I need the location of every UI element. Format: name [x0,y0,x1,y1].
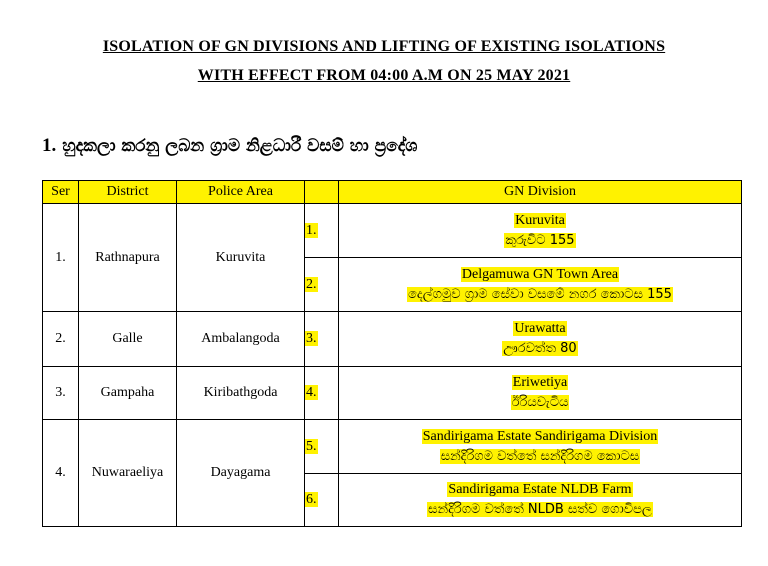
index-cell [305,367,339,420]
gn-name-en: Urawatta [514,321,566,336]
section-heading-text: හුදකලා කරනු ලබන ග්‍රාම නිළධාරී වසම් හා ප්‍රදේශ [62,136,418,156]
header-index [305,181,339,204]
index-cell [305,258,339,312]
gn-division-table [42,180,742,527]
header-district: District [79,181,177,204]
index-cell [305,420,339,474]
table-row [43,420,742,474]
gn-name-si: සන්දිරිගම වත්තේ සන්දිරිගම කොටස [440,448,640,464]
index-number: 3. [306,331,317,346]
gn-division-cell [339,474,742,527]
table-row [43,367,742,420]
section-number: 1. [42,135,57,156]
document-title-line2: WITH EFFECT FROM 04:00 A.M ON 25 MAY 2021 [197,67,571,84]
gn-division-cell [339,204,742,258]
index-number: 5. [306,438,317,454]
index-number: 1. [306,222,317,238]
index-cell [305,474,339,527]
gn-name-si: කුරුවිට 155 [505,232,575,248]
header-police-area: Police Area [177,181,305,204]
index-cell [305,204,339,258]
gn-name-en: Sandirigama Estate Sandirigama Division [422,428,658,444]
index-number: 4. [306,385,317,400]
district-cell: Nuwaraeliya [79,420,177,527]
index-number: 2. [306,276,317,292]
gn-name-en: Kuruvita [515,212,565,228]
gn-name-en: Delgamuwa GN Town Area [461,266,619,282]
header-gn-division: GN Division [339,181,742,204]
ser-cell: 3. [43,367,79,420]
table-header-row [43,181,742,204]
section-heading [42,135,417,157]
table-row [43,312,742,367]
gn-name-en: Eriwetiya [512,375,568,390]
gn-name-si: සන්දිරිගම වත්තේ NLDB සත්ව ගොවිපල [428,502,652,517]
ser-cell: 4. [43,420,79,527]
gn-division-cell [339,258,742,312]
gn-division-cell [339,367,742,420]
table-row [43,204,742,258]
gn-name-si: දෙල්ගමුව ග්‍රාම සේවා වසමේ නගර කොටස 155 [408,286,672,302]
police-area-cell: Dayagama [177,420,305,527]
gn-division-cell [339,420,742,474]
index-cell [305,312,339,367]
police-area-cell: Ambalangoda [177,312,305,367]
gn-name-si: ඌරවත්ත 80 [503,341,577,356]
ser-cell: 2. [43,312,79,367]
district-cell: Rathnapura [79,204,177,312]
ser-cell: 1. [43,204,79,312]
index-number: 6. [306,492,317,507]
document-title-line1: ISOLATION OF GN DIVISIONS AND LIFTING OF EXISTING ISOLATIONS [102,38,666,55]
police-area-cell: Kiribathgoda [177,367,305,420]
gn-name-en: Sandirigama Estate NLDB Farm [448,482,632,497]
header-ser: Ser [43,181,79,204]
police-area-cell: Kuruvita [177,204,305,312]
gn-name-si: ඊරියවැටිය [511,395,569,410]
district-cell: Galle [79,312,177,367]
district-cell: Gampaha [79,367,177,420]
gn-division-cell [339,312,742,367]
